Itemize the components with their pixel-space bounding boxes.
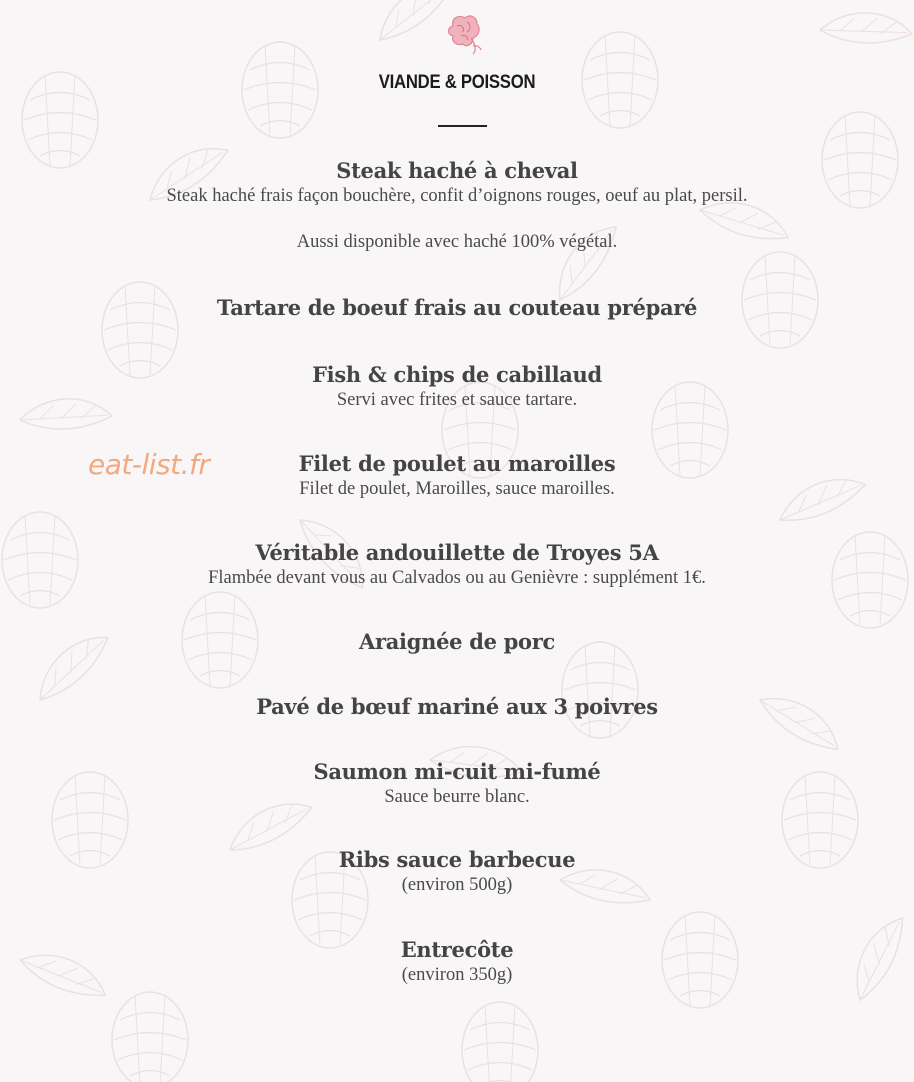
dish-name: Ribs sauce barbecue [338,847,576,872]
dish-description: (environ 350g) [401,965,513,985]
dish-description: (environ 500g) [401,875,513,895]
menu-item [0,937,914,987]
dish-name: Saumon mi-cuit mi-fumé [313,759,601,784]
floral-logo-icon [443,12,487,56]
title-divider [438,125,487,127]
dish-name: Tartare de boeuf frais au couteau préparé [216,295,698,320]
menu-item [0,451,914,501]
menu-item [0,694,914,720]
dish-name: Araignée de porc [358,629,556,654]
dish-extra-note: Aussi disponible avec haché 100% végétal. [296,232,618,252]
section-title: VIANDE & POISSON [378,72,536,93]
dish-name: Steak haché à cheval [336,158,578,183]
dish-description: Steak haché frais façon bouchère, confit d’oignons rouges, oeuf au plat, persil. [166,186,748,206]
menu-item [0,362,914,412]
menu-item [0,629,914,655]
watermark-text: eat-list.fr [88,448,210,481]
dish-name: Véritable andouillette de Troyes 5A [255,540,659,565]
dish-name: Filet de poulet au maroilles [298,451,616,476]
dish-description: Servi avec frites et sauce tartare. [336,390,578,410]
menu-item [0,540,914,590]
menu-item [0,847,914,897]
dish-description: Sauce beurre blanc. [384,787,530,807]
dish-description: Flambée devant vous au Calvados ou au Genièvre : supplément 1€. [208,568,706,588]
dish-description: Filet de poulet, Maroilles, sauce maroilles. [299,479,615,499]
dish-name: Pavé de bœuf mariné aux 3 poivres [256,694,658,719]
menu-item [0,158,914,254]
menu-item [0,295,914,321]
dish-name: Fish & chips de cabillaud [312,362,602,387]
menu-item [0,759,914,809]
dish-name: Entrecôte [400,937,514,962]
